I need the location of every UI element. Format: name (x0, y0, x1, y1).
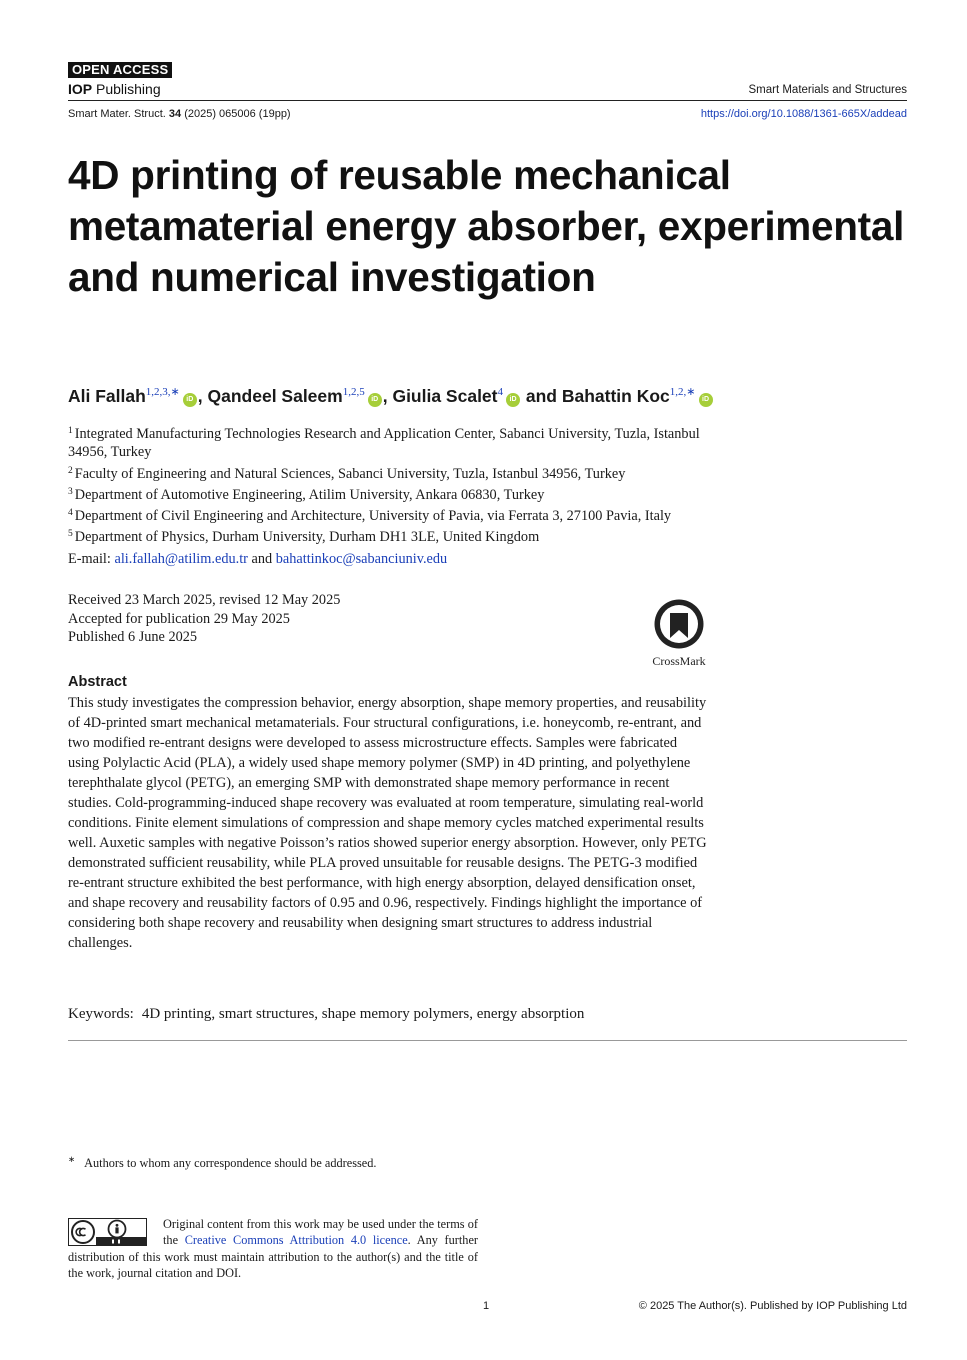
page-number: 1 (483, 1300, 490, 1312)
orcid-icon[interactable]: iD (368, 393, 382, 407)
abstract-text: This study investigates the compression behavior, energy absorption, shape memory properties, and reusability of 4D-printed smart mechanical metamaterials. Four structural configurations, i.e. honeycomb, re-entrant, and two modified re-entrant designs were developed to assess microstructure effects. Samples were fabricated using Polylactic Acid (PLA), a widely used shape memory polymer (SMP) in 4D printing, and polyethylene terephthalate glycol (PETG), an emerging SMP with demonstrated shape memory performance in recent studies. Cold-programming-induced shape recovery was evaluated at room temperature, simulating real-world conditions. Finite element simulations of compression and shape memory cycles matched experimental results well. Auxetic samples with negative Poisson’s ratios showed superior energy absorption. However, only PETG demonstrated sufficient reusability, while PLA proved unsuitable for reusable designs. The PETG-3 modified re-entrant structure exhibited the best performance, with high energy absorption, delayed densification onset, and shape recovery and reusability factors of 0.95 and 0.96, respectively. Findings highlight the importance of considering both shape recovery and reusability when designing smart structures to address industrial challenges. (68, 695, 707, 951)
author-name: Ali Fallah (68, 386, 146, 406)
author-separator: , (197, 386, 208, 406)
author-affiliation-ref[interactable]: 1,2,∗ (669, 386, 696, 398)
page-title: 4D printing of reusable mechanical metamaterial energy absorber, experimental and numerical investigation (68, 152, 905, 300)
author-separator: , (382, 386, 393, 406)
accepted-date: Accepted for publication 29 May 2025 (68, 610, 290, 627)
abstract-divider (68, 1040, 907, 1041)
email-link-koc[interactable]: bahattinkoc@sabanciuniv.edu (275, 551, 448, 567)
abstract-heading: Abstract (68, 674, 127, 690)
author-affiliation-ref[interactable]: 1,2,3,∗ (145, 386, 180, 398)
publisher-logo-rest: Publishing (92, 81, 161, 97)
email-label: E-mail: (68, 551, 111, 567)
citation-rest: (2025) 065006 (19pp) (184, 108, 291, 120)
citation-journal: Smart Mater. Struct. (68, 108, 166, 120)
email-line (68, 551, 447, 568)
crossmark-label: CrossMark (652, 654, 706, 668)
affiliations (68, 422, 718, 547)
footnote-text: Authors to whom any correspondence should be addressed. (84, 1156, 377, 1170)
orcid-icon[interactable]: iD (183, 393, 197, 407)
affiliation-number: 1 (68, 426, 73, 436)
author-name: Qandeel Saleem (207, 386, 343, 406)
license-indent (68, 1216, 163, 1248)
affiliation-text: Integrated Manufacturing Technologies Research and Application Center, Sabanci University, Tuzla, Istanbul 34956, Turkey (68, 426, 700, 461)
affiliation-text: Faculty of Engineering and Natural Sciences, Sabanci University, Tuzla, Istanbul 34956, Turkey (74, 465, 626, 482)
doi-link[interactable]: https://doi.org/10.1088/1361-665X/addead (700, 108, 907, 120)
affiliation-item (68, 422, 718, 462)
citation-volume: 34 (168, 108, 182, 120)
affiliation-item (68, 504, 718, 525)
affiliation-number: 4 (68, 508, 73, 519)
license-text-1: Original content from this work may be used under the terms of the (163, 1217, 482, 1248)
open-access-badge: OPEN ACCESS (68, 62, 172, 78)
orcid-icon[interactable]: iD (506, 393, 520, 407)
author-affiliation-ref[interactable]: 1,2,5 (342, 386, 365, 398)
citation (68, 108, 291, 120)
license-notice (68, 1216, 482, 1281)
affiliation-text: Department of Civil Engineering and Architecture, University of Pavia, via Ferrata 3, 27100 Pavia, Italy (74, 508, 672, 525)
journal-name: Smart Materials and Structures (748, 84, 907, 96)
received-date: Received 23 March 2025, revised 12 May 2025 (68, 592, 341, 608)
author-separator: and (521, 386, 562, 406)
keywords-text: 4D printing, smart structures, shape memory polymers, energy absorption (141, 1006, 585, 1022)
affiliation-number: 2 (68, 465, 73, 476)
affiliation-text: Department of Physics, Durham University, Durham DH1 3LE, United Kingdom (74, 529, 540, 546)
published-date: Published 6 June 2025 (68, 629, 198, 645)
author-name: Giulia Scalet (392, 386, 498, 406)
email-conjunction: and (251, 551, 273, 567)
affiliation-item (68, 462, 718, 483)
author-list (68, 385, 714, 407)
header-divider (68, 100, 907, 101)
publisher-logo-bold: IOP (68, 81, 93, 97)
license-text-2: . Any further distribution of this work must maintain attribution to the author(s) and the title of the work, journal citation and DOI. (68, 1233, 479, 1280)
affiliation-item (68, 525, 718, 546)
cc-licence-link[interactable]: Creative Commons Attribution 4.0 licence (184, 1233, 408, 1248)
affiliation-number: 3 (68, 486, 73, 497)
email-link-fallah[interactable]: ali.fallah@atilim.edu.tr (114, 551, 248, 567)
author-affiliation-ref[interactable]: 4 (497, 386, 503, 398)
keywords (68, 1006, 584, 1023)
author-name: Bahattin Koc (561, 386, 670, 406)
orcid-icon[interactable]: iD (699, 393, 713, 407)
publication-dates (68, 591, 340, 647)
crossmark-button[interactable] (647, 598, 711, 669)
copyright-notice: © 2025 The Author(s). Published by IOP Publishing Ltd (638, 1300, 907, 1312)
publisher-logo (68, 81, 161, 97)
affiliation-text: Department of Automotive Engineering, Atilim University, Ankara 06830, Turkey (74, 486, 545, 503)
keywords-label: Keywords: (68, 1006, 134, 1022)
crossmark-icon (653, 598, 705, 650)
affiliation-number: 5 (68, 529, 73, 540)
footnote-mark: ∗ (68, 1154, 76, 1164)
correspondence-footnote (68, 1154, 376, 1171)
affiliation-item (68, 483, 718, 504)
